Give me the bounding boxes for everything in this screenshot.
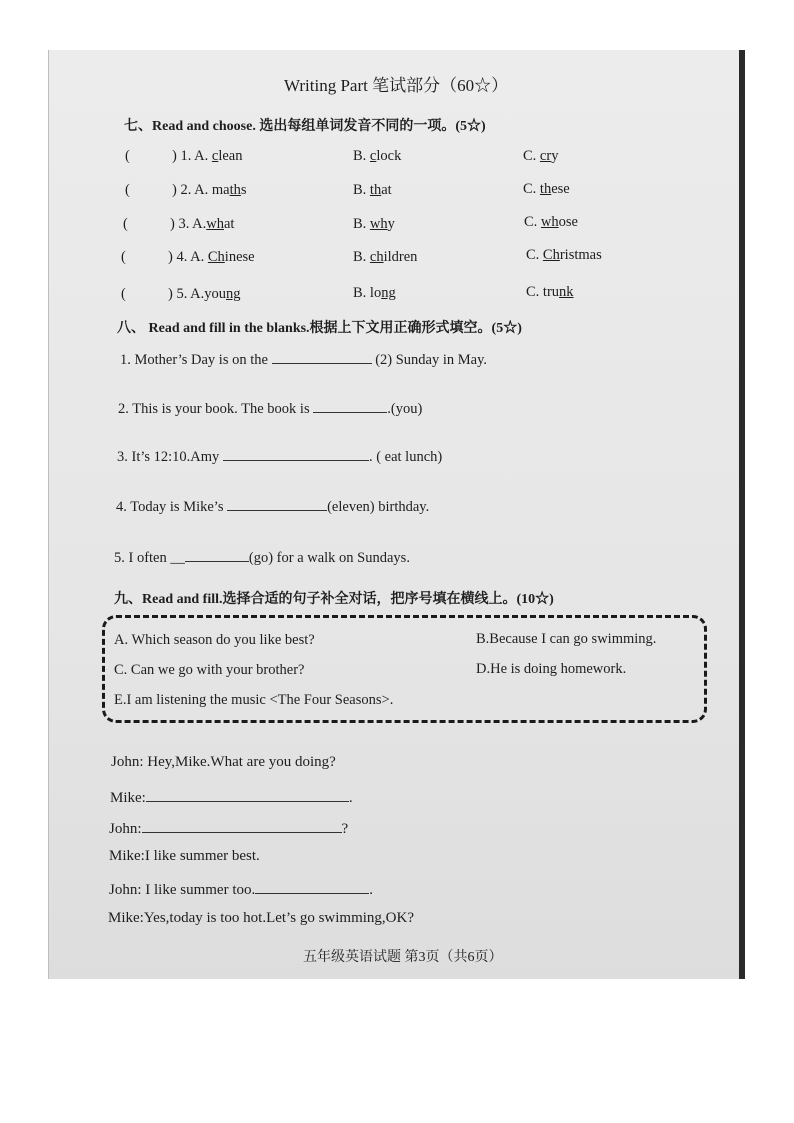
page-footer: 五年级英语试题 第3页（共6页） (303, 950, 503, 965)
dialogue-line-3: John: ? (109, 818, 348, 838)
choice-row-5-c: C. trunk (526, 284, 574, 300)
fill-item-4: 4. Today is Mike’s (eleven) birthday. (116, 496, 429, 516)
answer-blank[interactable] (227, 496, 327, 511)
answer-blank[interactable] (146, 787, 349, 802)
choice-row-5-b: B. long (353, 285, 396, 301)
answer-blank[interactable] (223, 446, 369, 461)
dialogue-line-2: Mike: . (110, 787, 353, 807)
choice-row-5-a: ) 5. A.young (168, 286, 241, 302)
choice-row-4-b: B. children (353, 249, 418, 265)
dialogue-line-1: John: Hey,Mike.What are you doing? (111, 754, 336, 770)
answer-paren: ( (121, 249, 126, 265)
option-c: C. Can we go with your brother? (114, 662, 305, 678)
dialogue-line-5: John: I like summer too. . (109, 879, 373, 899)
answer-blank[interactable] (313, 398, 387, 413)
choice-row-2-c: C. these (523, 181, 570, 197)
choice-row-1-a: ) 1. A. clean (172, 148, 243, 164)
section-7-title: 七、Read and choose. 选出每组单词发音不同的一项。(5☆) (124, 119, 486, 134)
fill-item-3: 3. It’s 12:10.Amy . ( eat lunch) (117, 446, 442, 466)
choice-row-3-b: B. why (353, 216, 395, 232)
page-title: Writing Part 笔试部分（60☆） (284, 76, 509, 95)
fill-item-5: 5. I often __ (go) for a walk on Sundays. (114, 547, 410, 567)
answer-blank[interactable] (185, 547, 249, 562)
fill-item-2: 2. This is your book. The book is .(you) (118, 398, 422, 418)
answer-blank[interactable] (255, 879, 369, 894)
choice-row-1-b: B. clock (353, 148, 402, 164)
option-d: D.He is doing homework. (476, 661, 627, 677)
section-8-title: 八、 Read and fill in the blanks.根据上下文用正确形式填空。(5☆) (117, 321, 522, 336)
dialogue-line-6: Mike:Yes,today is too hot.Let’s go swimming,OK? (108, 910, 414, 926)
section-9-title: 九、Read and fill.选择合适的句子补全对话，把序号填在横线上。(10☆) (114, 592, 554, 607)
choice-row-4-a: ) 4. A. Chinese (168, 249, 255, 265)
answer-paren: ( (121, 286, 126, 302)
answer-blank[interactable] (142, 818, 342, 833)
choice-row-2-a: ) 2. A. maths (172, 182, 247, 198)
fill-item-1: 1. Mother’s Day is on the (2) Sunday in May. (120, 349, 487, 369)
answer-paren: ( (125, 182, 130, 198)
dialogue-line-4: Mike:I like summer best. (109, 848, 260, 864)
choice-row-4-c: C. Christmas (526, 247, 602, 263)
choice-row-3-c: C. whose (524, 214, 578, 230)
answer-blank[interactable] (272, 349, 372, 364)
option-e: E.I am listening the music <The Four Seasons>. (114, 692, 394, 708)
option-a: A. Which season do you like best? (114, 632, 315, 648)
answer-paren: ( (125, 148, 130, 164)
choice-row-3-a: ) 3. A.what (170, 216, 235, 232)
option-b: B.Because I can go swimming. (476, 631, 657, 647)
choice-row-1-c: C. cry (523, 148, 559, 164)
answer-paren: ( (123, 216, 128, 232)
choice-row-2-b: B. that (353, 182, 392, 198)
